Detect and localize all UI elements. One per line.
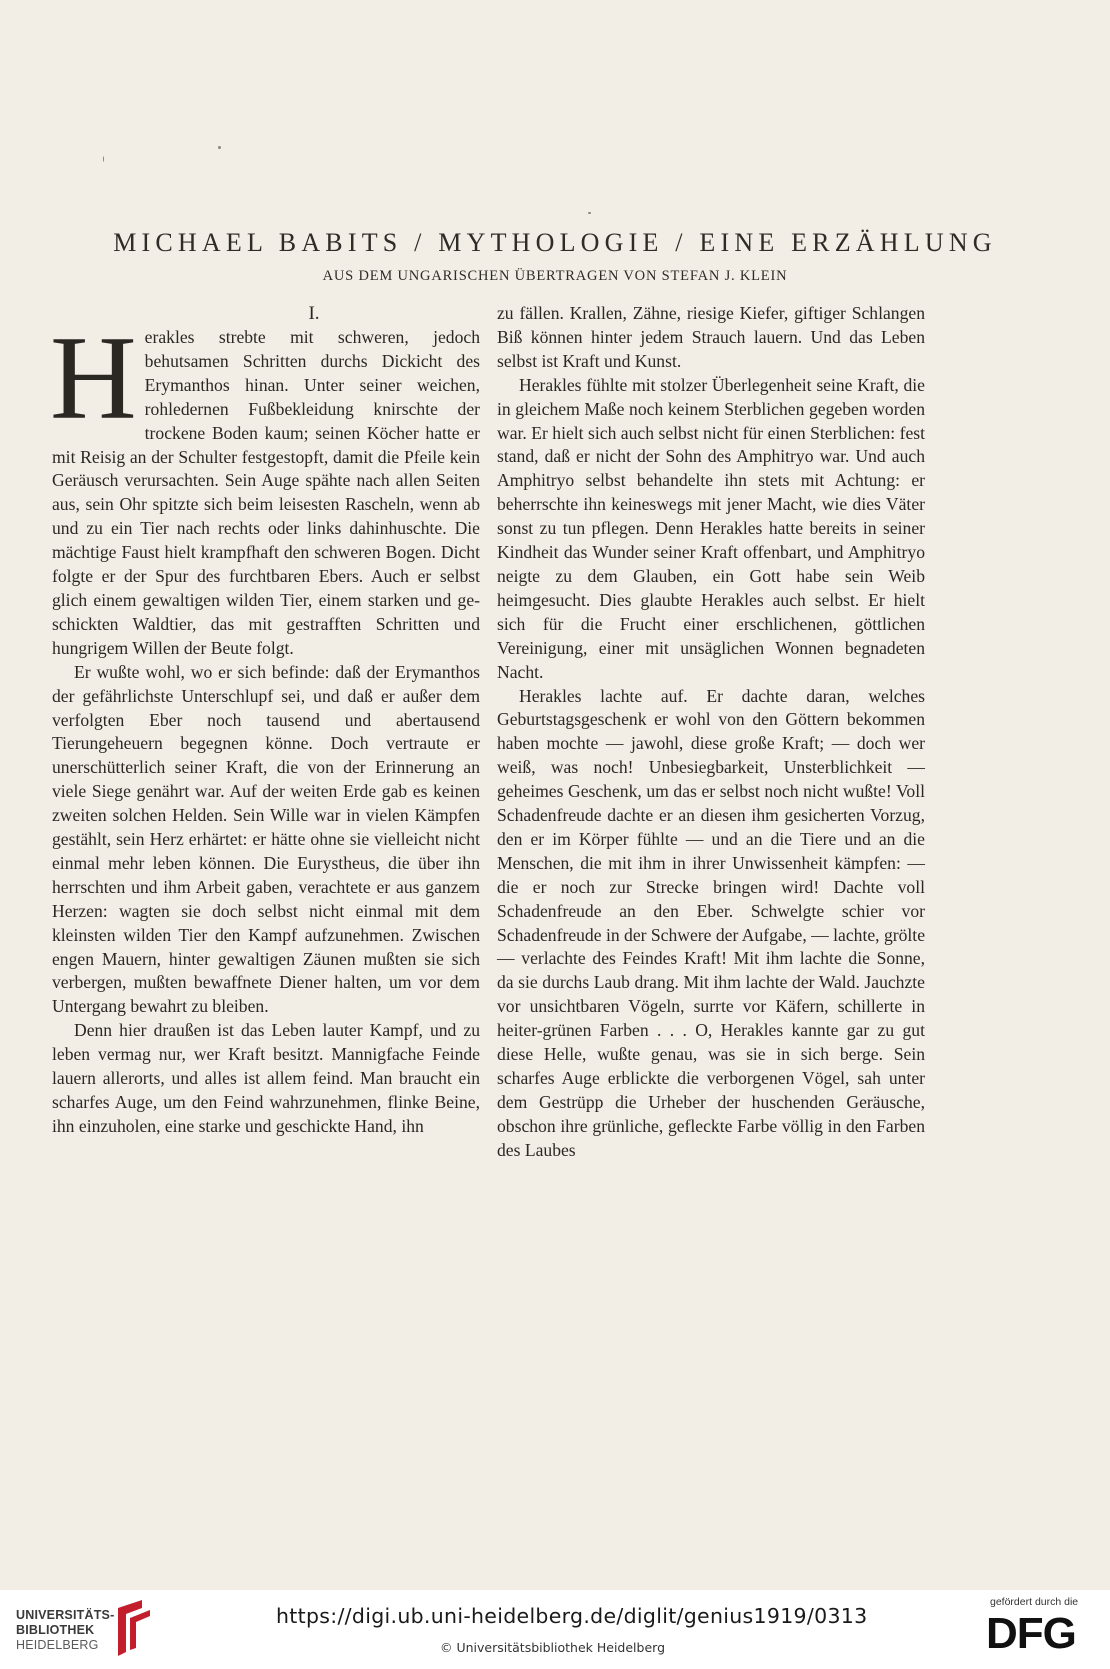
- paper-speck: [103, 156, 104, 162]
- text-column-right: [497, 302, 925, 1163]
- article-title: MICHAEL BABITS / MYTHOLOGIE / EINE ERZÄHLUNG: [113, 228, 997, 257]
- paper-speck: [588, 212, 591, 214]
- library-name[interactable]: UNIVERSITÄTS- BIBLIOTHEK HEIDELBERG: [16, 1608, 115, 1652]
- article-subtitle: AUS DEM UNGARISCHEN ÜBERTRAGEN VON STEFAN J. KLEIN: [322, 268, 788, 284]
- section-number: I.: [308, 303, 320, 324]
- drop-cap: H: [50, 311, 137, 444]
- dfg-logo[interactable]: DFG: [986, 1609, 1076, 1658]
- permalink-url[interactable]: https://digi.ub.uni-heidelberg.de/diglit/genius1919/0313: [276, 1604, 868, 1628]
- viewer-footer: [0, 1590, 1110, 1669]
- text-column-left: [52, 302, 480, 1139]
- paragraph: Er wußte wohl, wo er sich befinde: daß der Erymanthos der gefährlichste Unterschlupf sei, und daß er außer dem verfolgten Eber noch tausend und abertausend Tierungeheuern begegnen könne. Doch vertraute er unerschütterlich seiner Kraft, die von der Erinnerung an viele Siege genährt war. Auf der weiten Erde gab es keinen zweiten solchen Helden. Sein Wille war in vielen Kämpfen gestählt, sein Herz erhärtet: er hätte ohne sie vielleicht nicht einmal mehr leben können. Die Eurystheus, die über ihn herrschten und ihm Arbeit gaben, verachtete er aus ganzem Herzen: wagten sie doch selbst nicht einmal mit dem kleinsten wilden Tier den Kampf aufzunehmen. Zwischen engen Mauern, hinter gewaltigen Zäunen mußten sie sich verbergen, mußten bewaffnete Diener halten, um vor dem Untergang bewahrt zu bleiben.: [52, 661, 480, 1017]
- paragraph: [50, 311, 480, 661]
- paragraph: Herakles fühlte mit stolzer Überlegenheit seine Kraft, die in gleichem Maße noch keinem Sterblichen gegeben worden war. Er hielt sich auch selbst nicht für einen Sterblichen: fest stand, daß er nicht der Sohn des Amphitryo war. Und auch Amphitryo selbst behandelte ihn stets mit Achtung: er beherrschte ihn keineswegs mit jener Macht, wie dies Väter sonst zu tun pflegen. Denn Herakles hatte bereits in seiner Kindheit das Wunder seiner Kraft offenbart, und Amphitryo neigte zu dem Glauben, ein Gott habe sein Weib heimgesucht. Dies glaubte Herakles auch selbst. Er hielt sich für die Frucht einer erschlichenen, göttlichen Vereinigung, einer mit unsäglichen Wonnen begnadeten Nacht.: [497, 374, 925, 682]
- paragraph: Herakles lachte auf. Er dachte daran, welches Geburtstagsgeschenk er wohl von den Göttern bekommen haben mochte — jawohl, diese große Kraft; — doch wer weiß, was noch! Unbesiegbarkeit, Unsterblichkeit — geheimes Geschenk, um das er selbst noch nicht wußte! Voll Schadenfreude dachte er an diesen ihm gesicherten Vorzug, den er im Körper fühlte — und an die Tiere und an die Menschen, die mit ihm in ihrer Unwissenheit kämpfen: — die er noch zur Strecke bringen wird! Dachte voll Schadenfreude an den Eber. Schwelgte schier vor Schadenfreude in der Schwere der Aufgabe, — lachte, grölte — verlachte des Feindes Kraft! Mit ihm lachte die Sonne, da sie durchs Laub drang. Mit ihm lachte der Wald. Jauchzte vor unsichtbaren Vögeln, surrte vor Käfern, schillerte in heiter-grünen Farben . . . O, Herakles kannte gar zu gut diese Helle, wußte genau, was sie in sich berge. Sein scharfes Auge erblickte die verborgenen Vögel, sah unter dem Gestrüpp die Urheber der huschenden Geräusche, obschon ihre grünliche, gefleckte Farbe völlig in den Farben des Laubes: [497, 685, 925, 1160]
- library-logo-icon: [112, 1598, 154, 1658]
- copyright-notice: © Universitätsbibliothek Heidelberg: [440, 1640, 666, 1655]
- paragraph: zu fällen. Krallen, Zähne, riesige Kiefer, giftiger Schlangen Biß können hinter jedem Strauch lauern. Und das Leben selbst ist Kraft und Kunst.: [497, 303, 925, 371]
- paragraph-text: erakles strebte mit schweren, jedoch behutsamen Schritten durchs Dickicht des Erymanthos hinan. Unter seiner weichen, rohledernen Fußbekleidung knirschte der trockene Boden kaum; seinen Köcher hatte er mit Reisig an der Schulter festgestopft, damit die Pfeile kein Geräusch verursachten. Sein Auge spähte nach allen Seiten aus, sein Ohr spitzte sich beim leisesten Rascheln, wenn ab und zu ein Tier nach rechts oder links dahinhuschte. Die mächtige Faust hielt krampfhaft den schweren Bogen. Dicht folgte er der Spur des furchtbaren Ebers. Auch er selbst glich einem gewaltigen wilden Tier, einem starken und geschickten Waldtier, das mit gestrafften Schritten und hungrigem Willen der Beute folgt.: [52, 327, 480, 658]
- paper-speck: [218, 146, 221, 149]
- funding-label: gefördert durch die: [990, 1596, 1079, 1608]
- paragraph: Denn hier draußen ist das Leben lauter Kampf, und zu leben vermag nur, wer Kraft besitzt. Mannigfache Feinde lauern allerorts, und alles ist allem feind. Man braucht ein scharfes Auge, um den Feind wahrzunehmen, flinke Beine, ihn einzuholen, eine starke und geschickte Hand, ihn: [52, 1020, 480, 1136]
